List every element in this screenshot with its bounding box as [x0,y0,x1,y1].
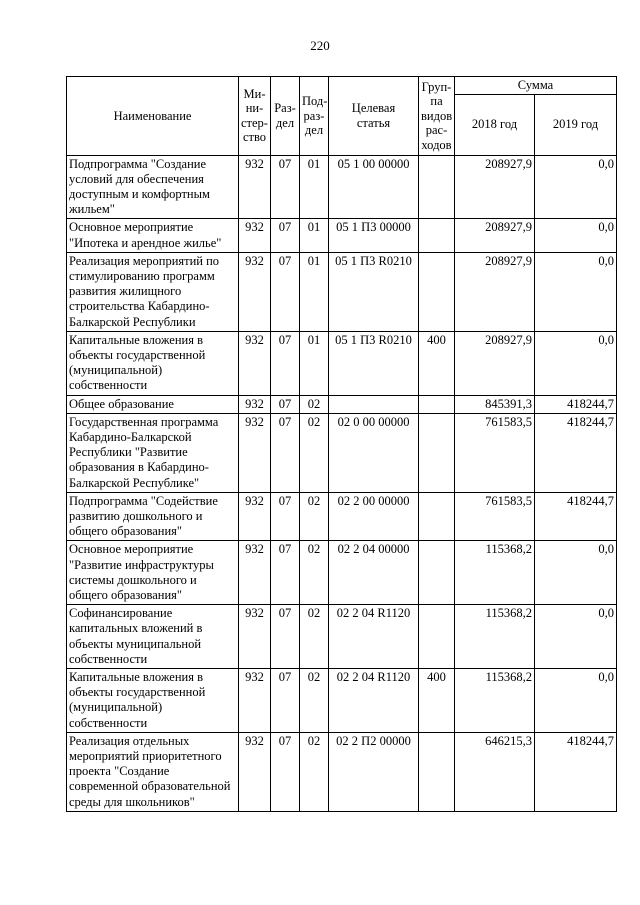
cell-name: Общее образование [67,395,239,413]
cell-podrazdel: 01 [300,331,329,395]
cell-2019: 0,0 [535,605,617,669]
header-year-2019: 2019 год [535,94,617,155]
table-row [67,155,617,219]
table-row [67,331,617,395]
cell-ministry: 932 [239,732,271,811]
cell-2018: 115368,2 [455,669,535,733]
cell-razdel: 07 [271,413,300,492]
cell-article: 05 1 П3 R0210 [329,252,419,331]
cell-razdel: 07 [271,669,300,733]
cell-podrazdel: 01 [300,155,329,219]
cell-podrazdel: 02 [300,605,329,669]
cell-podrazdel: 01 [300,252,329,331]
cell-2018: 761583,5 [455,413,535,492]
cell-ministry: 932 [239,492,271,541]
header-group-label: Груп- па видов рас- ходов [421,79,453,152]
cell-article: 02 2 00 00000 [329,492,419,541]
cell-group [419,155,455,219]
cell-article: 02 2 П2 00000 [329,732,419,811]
cell-group [419,413,455,492]
cell-article: 05 1 00 00000 [329,155,419,219]
header-razdel [271,77,300,156]
cell-2019: 418244,7 [535,395,617,413]
cell-2018: 115368,2 [455,541,535,605]
cell-group [419,492,455,541]
cell-2018: 761583,5 [455,492,535,541]
cell-2018: 115368,2 [455,605,535,669]
header-year-2018: 2018 год [455,94,535,155]
cell-podrazdel: 02 [300,492,329,541]
cell-article: 02 0 00 00000 [329,413,419,492]
cell-podrazdel: 02 [300,395,329,413]
table-row [67,669,617,733]
table-row [67,732,617,811]
header-sum: Сумма [455,77,617,95]
header-article [329,77,419,156]
cell-group [419,395,455,413]
cell-article: 02 2 04 R1120 [329,669,419,733]
table-row [67,413,617,492]
cell-name: Подпрограмма "Создание условий для обеспечения доступным и комфортным жильем" [67,155,239,219]
cell-article: 05 1 П3 00000 [329,219,419,252]
cell-2018: 646215,3 [455,732,535,811]
cell-ministry: 932 [239,331,271,395]
cell-ministry: 932 [239,155,271,219]
header-podrazdel-label: Под- раз- дел [302,94,328,137]
cell-name: Основное мероприятие "Ипотека и арендное жилье" [67,219,239,252]
cell-group [419,219,455,252]
cell-razdel: 07 [271,252,300,331]
cell-name: Государственная программа Кабардино-Балкарской Республики "Развитие образования в Кабардино-Балкарской Республике" [67,413,239,492]
cell-razdel: 07 [271,492,300,541]
page-number: 220 [310,38,330,53]
cell-2019: 418244,7 [535,492,617,541]
table-row [67,252,617,331]
table-header [67,77,617,156]
cell-group: 400 [419,669,455,733]
cell-razdel: 07 [271,219,300,252]
cell-razdel: 07 [271,541,300,605]
cell-podrazdel: 02 [300,413,329,492]
cell-group: 400 [419,331,455,395]
cell-2019: 418244,7 [535,413,617,492]
cell-podrazdel: 01 [300,219,329,252]
cell-article: 05 1 П3 R0210 [329,331,419,395]
cell-ministry: 932 [239,669,271,733]
cell-name: Реализация отдельных мероприятий приоритетного проекта "Создание современной образовательной среды для школьников" [67,732,239,811]
cell-podrazdel: 02 [300,669,329,733]
cell-2018: 208927,9 [455,155,535,219]
cell-article: 02 2 04 R1120 [329,605,419,669]
cell-razdel: 07 [271,331,300,395]
cell-ministry: 932 [239,252,271,331]
table-row [67,605,617,669]
header-ministry [239,77,271,156]
cell-podrazdel: 02 [300,541,329,605]
cell-2019: 0,0 [535,252,617,331]
cell-2019: 0,0 [535,155,617,219]
cell-name: Капитальные вложения в объекты государственной (муниципальной) собственности [67,669,239,733]
cell-2019: 0,0 [535,219,617,252]
cell-2019: 0,0 [535,331,617,395]
cell-group [419,541,455,605]
cell-2019: 418244,7 [535,732,617,811]
cell-razdel: 07 [271,605,300,669]
cell-name: Софинансирование капитальных вложений в объекты муниципальной собственности [67,605,239,669]
cell-name: Реализация мероприятий по стимулированию программ развития жилищного строительства Кабардино-Балкарской Республики [67,252,239,331]
table-body [67,155,617,811]
cell-article: 02 2 04 00000 [329,541,419,605]
cell-2018: 208927,9 [455,252,535,331]
cell-ministry: 932 [239,219,271,252]
header-article-label: Целевая статья [351,101,396,130]
table-row [67,541,617,605]
cell-2019: 0,0 [535,669,617,733]
cell-ministry: 932 [239,605,271,669]
budget-table [66,76,617,812]
cell-name: Капитальные вложения в объекты государственной (муниципальной) собственности [67,331,239,395]
header-name: Наименование [67,77,239,156]
cell-group [419,605,455,669]
cell-group [419,732,455,811]
cell-ministry: 932 [239,413,271,492]
header-podrazdel [300,77,329,156]
cell-ministry: 932 [239,541,271,605]
cell-group [419,252,455,331]
cell-article [329,395,419,413]
table-row [67,395,617,413]
cell-razdel: 07 [271,155,300,219]
cell-2018: 845391,3 [455,395,535,413]
cell-name: Подпрограмма "Содействие развитию дошкольного и общего образования" [67,492,239,541]
cell-2019: 0,0 [535,541,617,605]
cell-razdel: 07 [271,732,300,811]
header-razdel-label: Раз- дел [274,101,296,130]
cell-name: Основное мероприятие "Развитие инфраструктуры системы дошкольного и общего образования" [67,541,239,605]
header-ministry-label: Ми- ни- стер- ство [241,86,268,145]
cell-2018: 208927,9 [455,219,535,252]
cell-2018: 208927,9 [455,331,535,395]
table-row [67,492,617,541]
cell-ministry: 932 [239,395,271,413]
cell-podrazdel: 02 [300,732,329,811]
cell-razdel: 07 [271,395,300,413]
header-group [419,77,455,156]
table-row [67,219,617,252]
